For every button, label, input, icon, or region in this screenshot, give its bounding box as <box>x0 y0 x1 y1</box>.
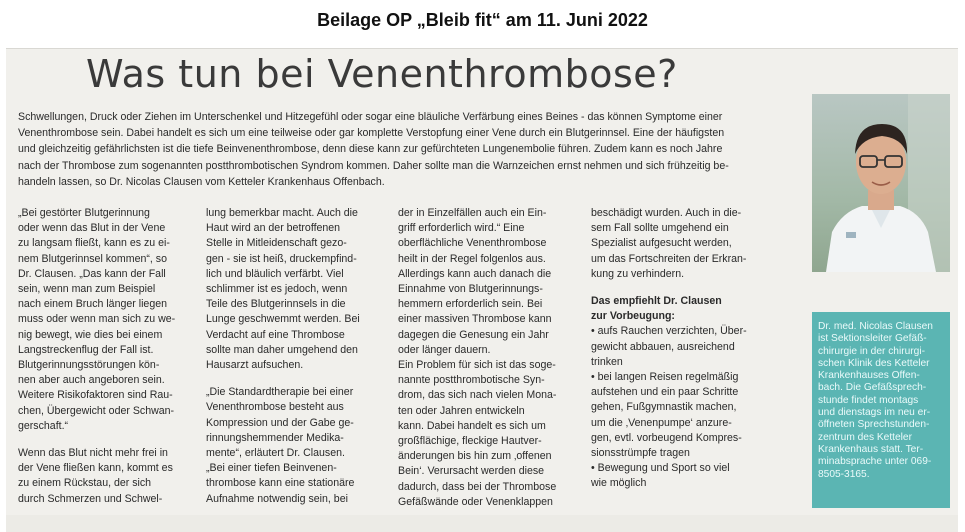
text-line: Wenn das Blut nicht mehr frei in <box>18 447 168 460</box>
text-line: sem Fall sollte umgehend ein <box>591 222 729 235</box>
paragraph-gap <box>18 434 203 446</box>
text-line: Allerdings kann auch danach die <box>398 267 552 280</box>
text-line: Weitere Risikofaktoren sind Rau- <box>18 389 173 402</box>
text-line: Verdacht auf eine Thrombose <box>206 328 345 341</box>
list-line: gehen, Fußgymnastik machen, <box>591 401 737 414</box>
text-line: beschädigt wurden. Auch in die- <box>591 207 742 219</box>
list-line: • bei langen Reisen regelmäßig <box>591 371 739 384</box>
text-line: Dr. Clausen. „Das kann der Fall <box>18 267 166 280</box>
text-line: nach einem Bruch länger liegen <box>18 298 167 311</box>
lead-line: Venenthrombose sein. Dabei handelt es sich um eine teilweise oder gar komplette Verstopfung einer Vene durch ein Blutgerinnsel. Eine der häufigsten <box>18 127 725 140</box>
text-line: chen, Übergewicht oder Schwan- <box>18 404 175 417</box>
paragraph-gap <box>591 282 781 294</box>
text-line: sollte man daher umgehend den <box>206 343 358 356</box>
text-line: Langstreckenflug der Fall ist. <box>18 343 154 356</box>
list-line: • aufs Rauchen verzichten, Über- <box>591 325 747 338</box>
text-line: dagegen die Genesung ein Jahr <box>398 328 549 341</box>
text-line: Bein‘. Verursacht werden diese <box>398 465 545 478</box>
list-line: aufstehen und ein paar Schritte <box>591 386 739 399</box>
list-line: um die ‚Venenpumpe‘ anzure- <box>591 416 732 429</box>
text-line: drom, das sich nach vielen Mona- <box>398 389 557 402</box>
column-2 <box>206 206 391 507</box>
lead-line: handeln lassen, so Dr. Nicolas Clausen vom Ketteler Krankenhaus Offenbach. <box>18 175 385 188</box>
text-line: dadurch, dass bei der Thrombose <box>398 480 557 493</box>
caption-line: 8505-3165. <box>818 468 870 480</box>
text-line: Einnahme von Blutgerinnungs- <box>398 283 543 296</box>
text-line: Stelle in Mitleidenschaft gezo- <box>206 237 347 250</box>
article-title: Was tun bei Venenthrombose? <box>86 52 678 96</box>
text-line: „Bei einer tiefen Beinvenen- <box>206 462 337 475</box>
list-line: trinken <box>591 355 623 368</box>
caption-line: Krankenhaus statt. Ter- <box>818 443 924 455</box>
text-line: änderungen bis hin zum ‚offenen <box>398 450 552 463</box>
text-line: nen aber auch angeboren sein. <box>18 374 165 387</box>
text-line: großflächige, fleckige Hautver- <box>398 435 542 448</box>
text-line: rinnungshemmender Medika- <box>206 431 344 444</box>
list-line: • Bewegung und Sport so viel <box>591 462 730 475</box>
text-line: „Bei gestörter Blutgerinnung <box>18 207 150 219</box>
lead-line: Schwellungen, Druck oder Ziehen im Unterschenkel und Hitzegefühl oder sogar eine bläuliche Verfärbung eines Beines - das können Symptome einer <box>18 111 723 123</box>
bottom-strip <box>6 515 958 532</box>
text-line: muss oder wenn man sich zu we- <box>18 313 176 326</box>
text-line: Gefäßwände oder Venenklappen <box>398 495 553 508</box>
text-line: oberflächliche Venenthrombose <box>398 237 547 250</box>
text-line: der in Einzelfällen auch ein Ein- <box>398 207 547 219</box>
text-line: Kompression und der Gabe ge- <box>206 416 354 429</box>
text-line: Lunge geschwemmt werden. Bei <box>206 313 360 326</box>
list-line: wie möglich <box>591 477 647 490</box>
text-line: Haut wird an der betroffenen <box>206 222 341 235</box>
page-header: Beilage OP „Bleib fit“ am 11. Juni 2022 <box>317 10 648 30</box>
text-line: lung bemerkbar macht. Auch die <box>206 207 358 219</box>
list-line: sionsstrümpfe tragen <box>591 447 690 460</box>
text-line: oder wenn das Blut in der Vene <box>18 222 166 235</box>
caption-line: öffneten Sprechstunden- <box>818 419 930 431</box>
caption-line: minabsprache unter 069- <box>818 456 932 468</box>
text-line: oder länger dauern. <box>398 343 491 356</box>
text-line: „Die Standardtherapie bei einer <box>206 386 354 399</box>
text-line: Hausarzt aufsuchen. <box>206 359 304 372</box>
caption-line: bach. Die Gefäßsprech- <box>818 382 927 394</box>
text-line: Ein Problem für sich ist das soge- <box>398 359 556 372</box>
text-line: der Vene fließen kann, kommt es <box>18 462 173 475</box>
text-line: kann. Dabei handelt es sich um <box>398 419 546 432</box>
column-4 <box>591 206 781 492</box>
text-line: zu langsam fließt, kann es zu ei- <box>18 237 170 250</box>
text-line: sein, wenn man zum Beispiel <box>18 283 156 296</box>
text-line: Blutgerinnungsstörungen kön- <box>18 359 160 372</box>
caption-line: Krankenhauses Offen- <box>818 370 920 382</box>
text-line: Aufnahme notwendig sein, bei <box>206 492 348 505</box>
text-line: einer massiven Thrombose kann <box>398 313 552 326</box>
subheading: Das empfiehlt Dr. Clausen <box>591 295 722 308</box>
text-line: um das Fortschreiten der Erkran- <box>591 252 747 265</box>
text-line: zu einem Rückstau, der sich <box>18 477 152 490</box>
text-line: Teile des Blutgerinnsels in die <box>206 298 346 311</box>
subheading: zur Vorbeugung: <box>591 310 675 323</box>
text-line: mente“, erläutert Dr. Clausen. <box>206 447 345 460</box>
caption-line: Dr. med. Nicolas Clausen <box>818 321 933 332</box>
text-line: nem Blutgerinnsel kommen“, so <box>18 252 167 265</box>
text-line: thrombose kann eine stationäre <box>206 477 355 490</box>
caption-line: und dienstags im neu er- <box>818 407 931 419</box>
text-line: lich und bläulich verfärbt. Viel <box>206 267 344 280</box>
text-line: griff erforderlich wird.“ Eine <box>398 222 525 235</box>
text-line: Spezialist aufgesucht werden, <box>591 237 732 250</box>
text-line: hemmern erforderlich sein. Bei <box>398 298 543 311</box>
caption-line: chirurgie in der chirurgi- <box>818 345 926 357</box>
doctor-portrait-photo <box>812 94 950 272</box>
text-line: nannte postthrombotische Syn- <box>398 374 545 387</box>
text-line: nig bewegt, wie dies bei einem <box>18 328 163 341</box>
paragraph-gap <box>206 373 391 385</box>
caption-line: zentrum des Ketteler <box>818 431 912 443</box>
text-line: ten oder Jahren entwickeln <box>398 404 525 417</box>
article-lead <box>18 109 788 190</box>
text-line: gen - sie ist heiß, druckempfind- <box>206 252 357 265</box>
text-line: Venenthrombose besteht aus <box>206 401 344 414</box>
list-line: gen, evtl. vorbeugend Kompres- <box>591 431 742 444</box>
lead-line: und gleichzeitig gefährlichsten ist die tiefe Beinvenenthrombose, denn diese kann zur gefürchteten Lungenembolie führen. Zudem kann es noch Jahre <box>18 143 723 156</box>
photo-caption <box>812 312 950 508</box>
text-line: kung zu verhindern. <box>591 267 685 280</box>
column-3 <box>398 206 583 510</box>
text-line: gerschaft.“ <box>18 419 69 432</box>
text-line: schlimmer ist es jedoch, wenn <box>206 283 348 296</box>
text-line: durch Schmerzen und Schwel- <box>18 492 163 505</box>
column-1 <box>18 206 203 507</box>
caption-line: ist Sektionsleiter Gefäß- <box>818 333 927 345</box>
caption-line: stunde findet montags <box>818 394 919 406</box>
list-line: gewicht abbauen, ausreichend <box>591 340 735 353</box>
caption-line: schen Klinik des Ketteler <box>818 357 930 369</box>
lead-line: nach der Thrombose zum sogenannten postthrombotischen Syndrom kommen. Daher sollte man die Warnzeichen ernst nehmen und sich frühzeitig be- <box>18 159 729 172</box>
text-line: heilt in der Regel folgenlos aus. <box>398 252 546 265</box>
